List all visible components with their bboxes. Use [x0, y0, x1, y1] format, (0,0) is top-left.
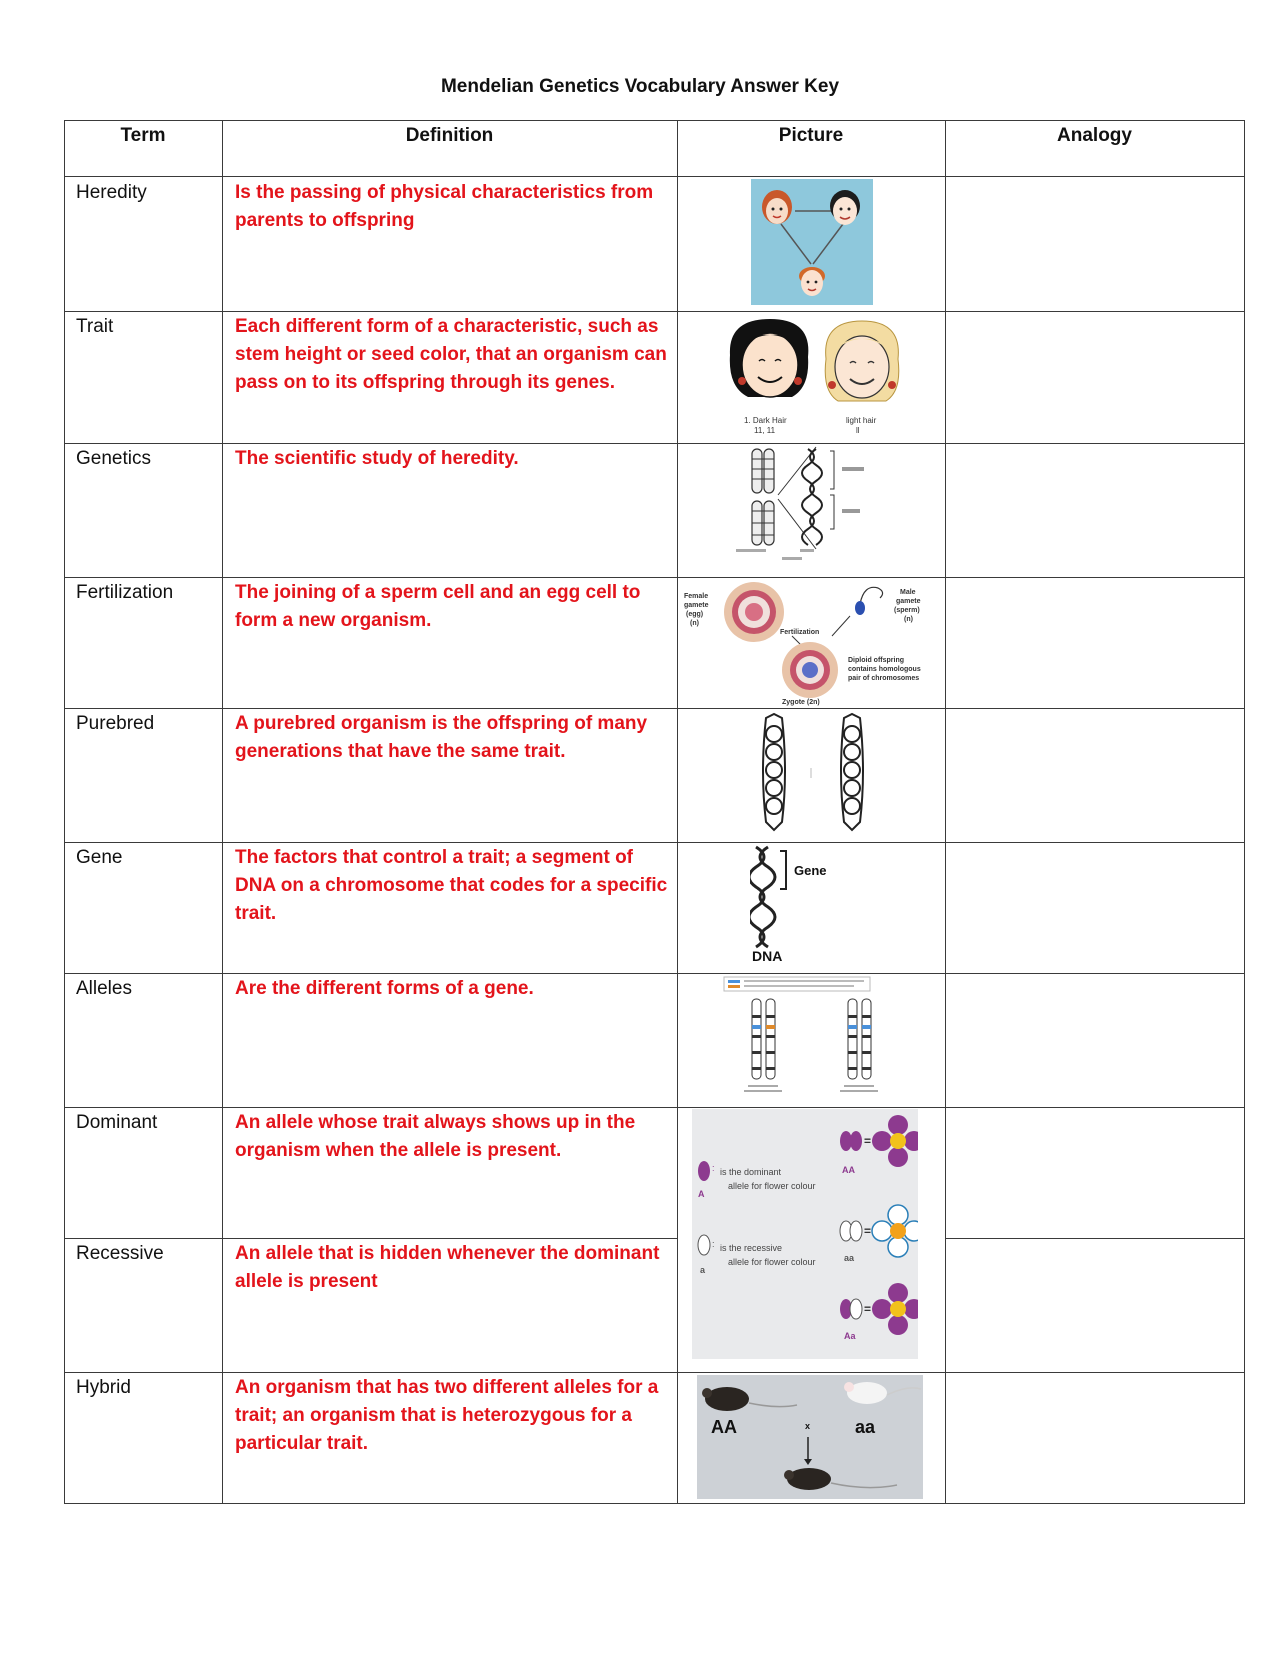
- trait-right-label: light hair: [846, 416, 877, 425]
- rec-allele-letter: a: [700, 1265, 706, 1275]
- term-cell: Heredity: [76, 182, 147, 203]
- term-cell: Hybrid: [76, 1377, 131, 1398]
- definition-cell: An organism that has two different alleles for a trait; an organism that is heterozygous for a particular trait.: [235, 1377, 659, 1454]
- analogy-cell[interactable]: [946, 1373, 1244, 1503]
- definition-cell: An allele that is hidden whenever the dominant allele is present: [235, 1243, 660, 1292]
- table-border-right: [1244, 120, 1245, 1504]
- dna-label: DNA: [752, 948, 783, 964]
- definition-cell: The joining of a sperm cell and an egg cell to form a new organism.: [235, 582, 641, 631]
- analogy-cell[interactable]: [946, 312, 1244, 443]
- allele-chromosomes-icon: [722, 975, 882, 1104]
- table-border-left: [64, 120, 65, 1504]
- fert-n2-label: (n): [904, 616, 913, 623]
- mice-AA: AA: [711, 1417, 737, 1437]
- pea-pods-icon: [752, 712, 872, 839]
- analogy-cell[interactable]: [946, 444, 1244, 577]
- definition-cell: A purebred organism is the offspring of many generations that have the same trait.: [235, 713, 648, 762]
- term-cell: Purebred: [76, 713, 155, 734]
- fert-female-label: Female: [684, 593, 709, 600]
- analogy-cell[interactable]: [946, 578, 1244, 708]
- fert-diploid-label: Diploid offspring: [848, 657, 904, 664]
- mice-cross-x: x: [805, 1421, 811, 1431]
- dom-allele-letter: A: [698, 1189, 705, 1199]
- header-picture: Picture: [778, 125, 844, 146]
- dominant-recessive-flowers-icon: [692, 1109, 918, 1364]
- fert-label: Fertilization: [780, 629, 820, 636]
- analogy-cell[interactable]: [946, 1108, 1244, 1238]
- header-definition: Definition: [405, 125, 494, 146]
- row-divider-partial: [64, 1238, 677, 1239]
- rec-text1: is the recessive: [720, 1243, 783, 1253]
- mice-aa: aa: [855, 1417, 876, 1437]
- gene-label: Gene: [794, 863, 827, 878]
- dom-text1: is the dominant: [720, 1167, 782, 1177]
- fert-gamete-label: gamete: [684, 602, 709, 609]
- hair-color-faces-icon: [726, 315, 906, 446]
- analogy-cell[interactable]: [946, 843, 1244, 973]
- definition-cell: The scientific study of heredity.: [235, 448, 519, 469]
- fert-male-label: Male: [900, 589, 916, 596]
- rec-text2: allele for flower colour: [728, 1257, 816, 1267]
- geno-AA: AA: [842, 1165, 855, 1175]
- fert-egg-label: (egg): [686, 611, 704, 618]
- svg-text:=: =: [864, 1134, 872, 1148]
- fert-sperm-label: (sperm): [894, 607, 920, 614]
- definition-cell: Are the different forms of a gene.: [235, 978, 534, 999]
- term-cell: Fertilization: [76, 582, 174, 603]
- term-cell: Recessive: [76, 1243, 164, 1264]
- fert-contains-label: contains homologous: [848, 666, 921, 673]
- svg-text::: :: [712, 1163, 715, 1173]
- fertilization-diagram-icon: [682, 580, 942, 711]
- column-divider: [222, 120, 223, 1504]
- fert-zygote-label: Zygote (2n): [782, 699, 820, 706]
- table-border-top: [64, 120, 1245, 121]
- definition-cell: Is the passing of physical characteristics from parents to offspring: [235, 182, 654, 231]
- analogy-cell[interactable]: [946, 709, 1244, 842]
- definition-cell: Each different form of a characteristic, such as stem height or seed color, that an organism can pass on to its offspring through its genes.: [235, 316, 667, 393]
- term-cell: Alleles: [76, 978, 132, 999]
- definition-cell: The factors that control a trait; a segment of DNA on a chromosome that codes for a specific trait.: [235, 847, 668, 924]
- chromosome-dna-icon: [736, 445, 886, 580]
- geno-aa: aa: [844, 1253, 855, 1263]
- header-term: Term: [120, 125, 166, 146]
- term-cell: Genetics: [76, 448, 151, 469]
- page-title: Mendelian Genetics Vocabulary Answer Key: [440, 76, 840, 97]
- fert-pair-label: pair of chromosomes: [848, 675, 920, 682]
- dna-gene-icon: [750, 845, 880, 970]
- term-cell: Dominant: [76, 1112, 158, 1133]
- dom-text2: allele for flower colour: [728, 1181, 816, 1191]
- svg-text::: :: [712, 1239, 715, 1249]
- term-cell: Gene: [76, 847, 123, 868]
- svg-text:=: =: [864, 1224, 872, 1238]
- definition-cell: An allele whose trait always shows up in the organism when the allele is present.: [235, 1112, 636, 1161]
- svg-text:=: =: [864, 1302, 872, 1316]
- trait-right-genotype: ll: [856, 426, 860, 435]
- trait-left-genotype: 11, 11: [754, 426, 776, 435]
- trait-left-label: 1. Dark Hair: [744, 416, 787, 425]
- mice-cross-icon: [697, 1375, 923, 1504]
- header-analogy: Analogy: [1057, 125, 1132, 146]
- fert-gamete2-label: gamete: [896, 598, 921, 605]
- column-divider: [677, 120, 678, 1504]
- family-faces-icon: [751, 179, 873, 310]
- fert-n-label: (n): [690, 620, 699, 627]
- analogy-cell[interactable]: [946, 1239, 1244, 1372]
- table-border-bottom: [64, 1503, 1245, 1504]
- analogy-cell[interactable]: [946, 177, 1244, 311]
- analogy-cell[interactable]: [946, 974, 1244, 1107]
- term-cell: Trait: [76, 316, 114, 337]
- geno-Aa: Aa: [844, 1331, 856, 1341]
